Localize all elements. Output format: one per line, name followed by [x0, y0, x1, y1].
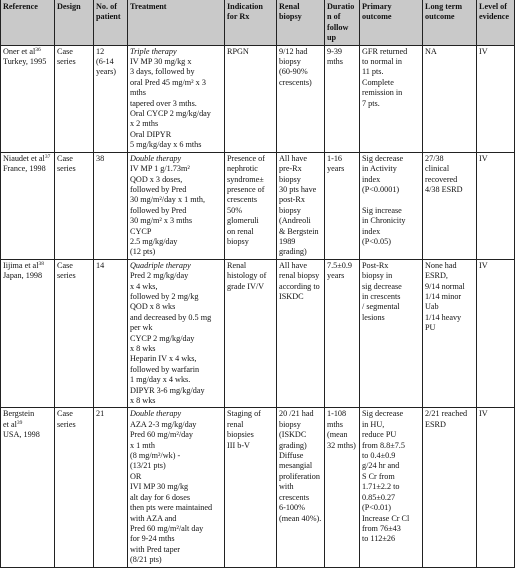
indication-cell-line: grade IV/V: [227, 281, 265, 291]
reference-location: Japan, 1998: [3, 271, 43, 281]
treatment-line: IV MP 30 mg/kg x: [130, 57, 192, 67]
duration-cell-line: 1-16 years: [327, 153, 345, 174]
patients-cell-line: 38: [96, 153, 105, 163]
indication-cell-line: biopsy: [227, 236, 249, 246]
duration-cell-line: (mean: [327, 430, 348, 440]
treatment-line: (8 mg/m²/wk) -: [130, 451, 181, 461]
indication-cell-line: biopsies: [227, 430, 254, 440]
long-term-outcome-cell-line: 27/38: [425, 153, 444, 163]
duration-cell-line: 9-39: [327, 46, 343, 56]
long-term-outcome-cell-line: 9/14 normal: [425, 281, 465, 291]
primary-outcome-cell-line: in crescents: [362, 291, 401, 301]
primary-outcome-cell-line: g/24 hr and: [362, 461, 400, 471]
reference-number: 39: [16, 419, 23, 426]
primary-outcome-cell-line: lesions: [362, 312, 385, 322]
primary-outcome-cell: [360, 259, 423, 408]
treatment-line: AZA 2-3 mg/kg/day: [130, 419, 197, 429]
reference-number: 36: [35, 46, 41, 53]
indication-cell: [225, 259, 277, 408]
biopsy-cell-line: 6-100%: [279, 503, 305, 513]
treatment-line: x 8 wks: [130, 344, 156, 353]
long-term-outcome-cell-line: 4/38 ESRD: [425, 184, 463, 194]
reference-author: Bergstein: [3, 409, 35, 419]
patients-cell: [94, 152, 128, 259]
primary-outcome-cell: [360, 45, 423, 152]
long-term-outcome-cell-line: Uab: [425, 302, 439, 312]
treatment-cell: [128, 259, 225, 408]
treatment-line: 30 mg/m² x 3 mths: [130, 216, 193, 226]
biopsy-cell-line: All have: [279, 260, 307, 270]
treatment-line: x 1 mth: [130, 440, 156, 450]
indication-cell-line: RPGN: [227, 46, 249, 56]
reference-author: Iijima et $al^{38}$: [3, 260, 44, 270]
biopsy-cell-line: biopsy: [279, 205, 301, 215]
primary-outcome-cell-line: (P<0.0001): [362, 184, 400, 194]
biopsy-cell-line: post-Rx: [279, 195, 305, 205]
treatment-line: followed by Pred: [130, 205, 187, 215]
treatment-line: IV MP 1 g/1.73m²: [130, 164, 190, 174]
biopsy-cell-line: crescents): [279, 77, 312, 87]
treatment-line: DIPYR 3-6 mg/kg/day: [130, 385, 205, 395]
duration-cell-line: mths: [327, 419, 343, 429]
biopsy-cell: [277, 152, 325, 259]
indication-cell: [225, 152, 277, 259]
primary-outcome-cell-line: to normal in: [362, 57, 403, 67]
primary-outcome-cell-line: Complete: [362, 77, 394, 87]
biopsy-cell-line: & Bergstein: [279, 226, 319, 236]
biopsy-cell: [277, 408, 325, 567]
evidence-level-cell: IV: [477, 408, 515, 567]
column-header: Long term outcome: [423, 0, 477, 45]
treatment-line: 2.5 mg/kg/day: [130, 236, 178, 246]
reference-author: Niaudet et $al^{37}$: [3, 153, 51, 163]
duration-cell: [325, 408, 360, 567]
treatment-line: with Pred taper: [130, 544, 181, 554]
biopsy-cell-line: crescents: [279, 492, 310, 502]
long-term-outcome-cell-line: 1/14 heavy: [425, 312, 462, 322]
reference-cell: [1, 152, 55, 259]
primary-outcome-cell-line: Sig decrease: [362, 409, 404, 419]
primary-outcome-cell-line: in Chronicity: [362, 216, 406, 226]
primary-outcome-cell-line: 1.71±2.2 to: [362, 482, 400, 492]
treatment-line: Pred 60 mg/m²/day: [130, 430, 193, 440]
indication-cell-line: nephrotic: [227, 164, 258, 174]
biopsy-cell-line: mesangial: [279, 461, 313, 471]
treatment-line: Heparin IV x 4 wks,: [130, 354, 197, 364]
treatment-line: OR: [130, 471, 142, 481]
long-term-outcome-cell-line: NA: [425, 46, 437, 56]
table-row: [1, 408, 515, 567]
treatment-line: alt day for 6 doses: [130, 492, 191, 502]
biopsy-cell-line: (mean 40%).: [279, 513, 322, 523]
duration-cell-line: 1-108: [327, 409, 347, 419]
biopsy-cell-line: All have: [279, 153, 307, 163]
long-term-outcome-cell-line: None had: [425, 260, 457, 270]
reference-location: USA, 1998: [3, 430, 40, 440]
reference-cell: [1, 408, 55, 567]
biopsy-cell-line: biopsy: [279, 57, 301, 67]
indication-cell-line: III b-V: [227, 440, 250, 450]
indication-cell-line: syndrome±: [227, 174, 264, 184]
primary-outcome-cell-line: in Activity: [362, 164, 397, 174]
biopsy-cell-line: Diffuse: [279, 451, 304, 461]
long-term-outcome-cell-line: recovered: [425, 174, 458, 184]
treatment-line: QOD x 3 doses,: [130, 174, 183, 184]
treatment-line: 5 mg/kg/day x 6 mths: [130, 140, 202, 150]
primary-outcome-cell-line: from 76±43: [362, 523, 401, 533]
reference-cell: [1, 45, 55, 152]
long-term-outcome-cell: [423, 408, 477, 567]
biopsy-cell: [277, 45, 325, 152]
long-term-outcome-cell-line: ESRD,: [425, 271, 448, 281]
treatment-line: (12 pts): [130, 247, 156, 257]
treatment-line: followed by Pred: [130, 184, 187, 194]
primary-outcome-cell-line: Post-Rx: [362, 260, 389, 270]
primary-outcome-cell-line: reduce PU: [362, 430, 397, 440]
treatment-line: (8/21 pts): [130, 555, 162, 565]
indication-cell: [225, 45, 277, 152]
duration-cell: [325, 259, 360, 408]
treatment-line: 30 mg/m²/day x 1 mth,: [130, 195, 206, 205]
indication-cell-line: on renal: [227, 226, 254, 236]
treatment-line: Double therapy: [130, 153, 182, 163]
primary-outcome-cell-line: (P<0.01): [362, 503, 391, 513]
primary-outcome-cell: [360, 408, 423, 567]
long-term-outcome-cell-line: ESRD: [425, 419, 446, 429]
treatment-line: QOD x 8 wks: [130, 302, 176, 312]
long-term-outcome-cell: [423, 152, 477, 259]
column-header: Indication for Rx: [225, 0, 277, 45]
table-row: [1, 259, 515, 408]
primary-outcome-cell-line: remission in: [362, 88, 403, 98]
design-cell: Case series: [55, 152, 94, 259]
patients-cell: [94, 45, 128, 152]
treatment-line: followed by warfarin: [130, 364, 200, 374]
reference-author: Oner et $al^{36}$: [3, 46, 41, 56]
treatment-line: IVI MP 30 mg/kg: [130, 482, 189, 492]
indication-cell-line: Presence of: [227, 153, 265, 163]
treatment-line: Quadriple therapy: [130, 260, 191, 270]
primary-outcome-cell-line: index: [362, 174, 381, 184]
treatment-line: Oral DIPYR: [130, 129, 172, 139]
biopsy-cell-line: grading): [279, 247, 307, 257]
duration-cell: [325, 152, 360, 259]
long-term-outcome-cell-line: 2/21 reached: [425, 409, 468, 419]
table-body: [1, 45, 515, 567]
primary-outcome-cell-line: to 0.4±0.9: [362, 451, 396, 461]
reference-number: 37: [44, 153, 51, 160]
treatment-line: oral Pred 45 mg/m² x 3 mths: [130, 77, 206, 98]
treatment-line: 1 mg/day x 4 wks.: [130, 375, 191, 385]
indication-cell-line: histology of: [227, 271, 267, 281]
treatment-line: x 2 mths: [130, 119, 159, 129]
patients-cell-line: 14: [96, 260, 105, 270]
reference-author: et $al^{39}$: [3, 419, 23, 429]
design-cell: Case series: [55, 45, 94, 152]
treatment-cell: [128, 408, 225, 567]
indication-cell-line: renal: [227, 419, 244, 429]
indication-cell-line: glomeruli: [227, 216, 259, 226]
primary-outcome-cell-line: 7 pts.: [362, 98, 380, 108]
long-term-outcome-cell-line: 1/14 minor: [425, 291, 462, 301]
patients-cell: [94, 259, 128, 408]
treatment-line: and decreased by 0.5 mg: [130, 312, 212, 322]
treatment-line: CYCP: [130, 226, 152, 236]
primary-outcome-cell-line: Sig decrease: [362, 153, 404, 163]
table-row: [1, 152, 515, 259]
primary-outcome-cell-line: / segmental: [362, 302, 400, 312]
column-header: Design: [55, 0, 94, 45]
primary-outcome-cell: [360, 152, 423, 259]
indication-cell-line: Renal: [227, 260, 247, 270]
primary-outcome-cell-line: [362, 195, 420, 205]
long-term-outcome-cell: [423, 259, 477, 408]
primary-outcome-cell-line: sig decrease: [362, 281, 402, 291]
biopsy-cell-line: ISKDC: [279, 291, 304, 301]
reference-number: 38: [38, 260, 44, 267]
primary-outcome-cell-line: S Cr from: [362, 471, 395, 481]
primary-outcome-cell-line: 11 pts.: [362, 67, 384, 77]
patients-cell-line: 21: [96, 409, 105, 419]
biopsy-cell-line: 30 pts have: [279, 184, 317, 194]
treatment-line: Triple therapy: [130, 46, 177, 56]
primary-outcome-cell-line: from 8.8±7.5: [362, 440, 405, 450]
design-cell: Case series: [55, 259, 94, 408]
column-header: Treatment: [128, 0, 225, 45]
long-term-outcome-cell-line: clinical: [425, 164, 450, 174]
column-header: Reference: [1, 0, 55, 45]
header-row: [1, 0, 515, 45]
patients-cell: [94, 408, 128, 567]
indication-cell-line: 50%: [227, 205, 243, 215]
evidence-level-cell: IV: [477, 259, 515, 408]
indication-cell: [225, 408, 277, 567]
biopsy-cell-line: 20 /21 had: [279, 409, 314, 419]
long-term-outcome-cell: [423, 45, 477, 152]
treatment-line: for 9-24 mths: [130, 534, 175, 544]
evidence-level-cell: IV: [477, 152, 515, 259]
treatment-line: per wk: [130, 323, 153, 333]
treatment-line: CYCP 2 mg/kg/day: [130, 333, 195, 343]
primary-outcome-cell-line: to 112±26: [362, 534, 396, 544]
biopsy-cell-line: biopsy: [279, 419, 301, 429]
reference-location: France, 1998: [3, 164, 46, 174]
treatment-cell: [128, 45, 225, 152]
duration-cell-line: 7.5±0.9: [327, 260, 352, 270]
biopsy-cell-line: grading): [279, 440, 307, 450]
biopsy-cell-line: biopsy: [279, 174, 301, 184]
treatment-line: Double therapy: [130, 409, 182, 419]
indication-cell-line: Staging of: [227, 409, 261, 419]
biopsy-cell: [277, 259, 325, 408]
duration-cell-line: years: [327, 271, 345, 281]
reference-cell: [1, 259, 55, 408]
primary-outcome-cell-line: Increase Cr Cl: [362, 513, 410, 523]
biopsy-cell-line: renal biopsy: [279, 271, 320, 281]
treatment-line: x 4 wks,: [130, 281, 158, 291]
treatment-line: tapered over 3 mths.: [130, 98, 197, 108]
patients-cell-line: (6-14 years): [96, 57, 117, 77]
primary-outcome-cell-line: 0.85±0.27: [362, 492, 396, 502]
treatment-line: then pts were maintained: [130, 503, 213, 513]
primary-outcome-cell-line: (P<0.05): [362, 236, 391, 246]
design-cell: Case series: [55, 408, 94, 567]
evidence-level-cell: IV: [477, 45, 515, 152]
treatment-line: Pred 2 mg/kg/day: [130, 271, 189, 281]
biopsy-cell-line: proliferation: [279, 471, 320, 481]
biopsy-cell-line: 9/12 had: [279, 46, 308, 56]
duration-cell: [325, 45, 360, 152]
column-header: Primary outcome: [360, 0, 423, 45]
patients-cell-line: 12: [96, 46, 105, 56]
primary-outcome-cell-line: index: [362, 226, 381, 236]
treatment-line: x 8 wks: [130, 396, 156, 406]
biopsy-cell-line: with: [279, 482, 294, 492]
biopsy-cell-line: (ISKDC: [279, 430, 307, 440]
table-row: [1, 45, 515, 152]
primary-outcome-cell-line: in HU,: [362, 419, 385, 429]
reference-location: Turkey, 1995: [3, 57, 47, 67]
column-header: Level of evidence: [477, 0, 515, 45]
indication-cell-line: crescents: [227, 195, 258, 205]
treatment-line: (13/21 pts): [130, 461, 166, 471]
biopsy-cell-line: (60-90%: [279, 67, 308, 77]
primary-outcome-cell-line: biopsy in: [362, 271, 393, 281]
treatment-line: followed by 2 mg/kg: [130, 291, 199, 301]
treatment-line: Oral CYCP 2 mg/kg/day: [130, 109, 211, 119]
treatment-line: 3 days, followed by: [130, 67, 195, 77]
duration-cell-line: 32 mths): [327, 440, 356, 450]
column-header: Duration of follow up: [325, 0, 360, 45]
biopsy-cell-line: according to: [279, 281, 320, 291]
primary-outcome-cell-line: Sig increase: [362, 205, 402, 215]
treatment-line: Pred 60 mg/m²/alt day: [130, 523, 204, 533]
treatment-cell: [128, 152, 225, 259]
biopsy-cell-line: 1989: [279, 236, 296, 246]
biopsy-cell-line: (Andreoli: [279, 216, 311, 226]
indication-cell-line: presence of: [227, 184, 265, 194]
treatment-line: with AZA and: [130, 513, 177, 523]
column-header: No. of patient: [94, 0, 128, 45]
duration-cell-line: mths: [327, 57, 343, 67]
column-header: Renal biopsy: [277, 0, 325, 45]
long-term-outcome-cell-line: PU: [425, 323, 436, 333]
primary-outcome-cell-line: GFR returned: [362, 46, 408, 56]
biopsy-cell-line: pre-Rx: [279, 164, 302, 174]
